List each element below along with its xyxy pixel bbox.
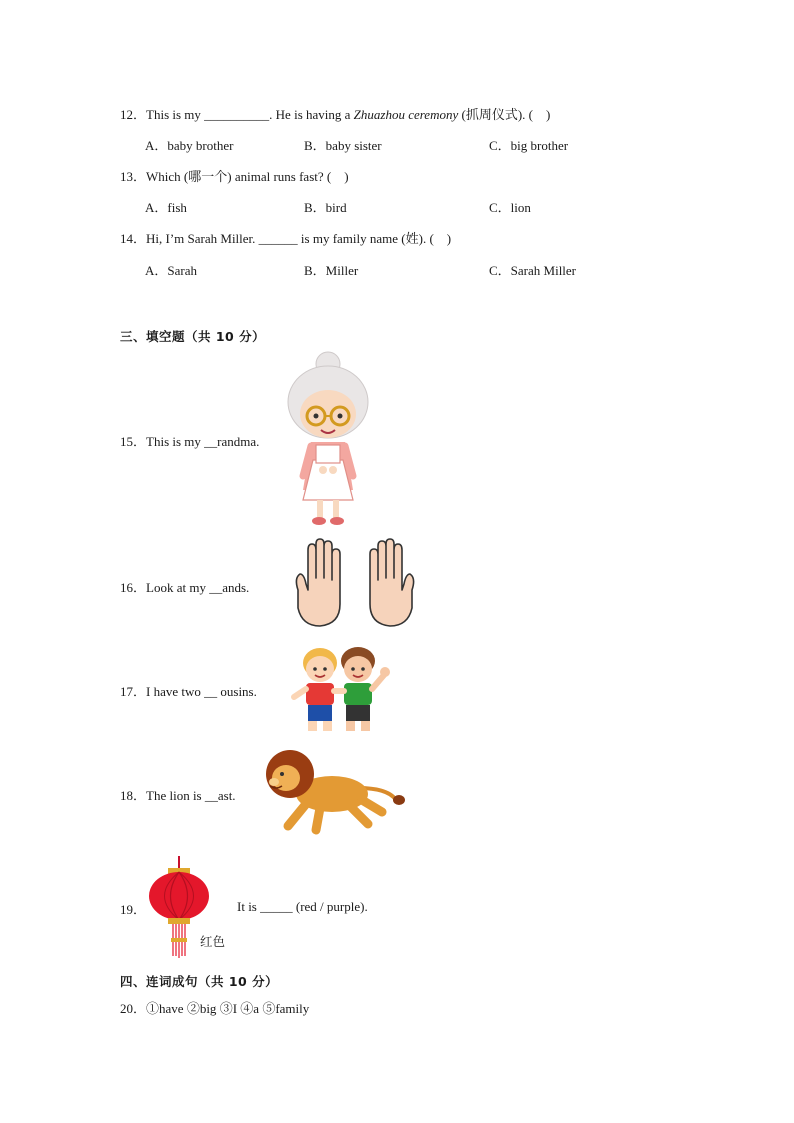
word-1: ①have xyxy=(146,1001,184,1016)
question-12 xyxy=(120,104,550,123)
question-text: This is my xyxy=(146,107,201,122)
option-a[interactable]: A．Sarah xyxy=(145,263,197,278)
question-number: 15． xyxy=(120,434,147,449)
section-heading-3: 三、填空题（共 10 分） xyxy=(120,329,266,344)
question-13 xyxy=(120,166,349,185)
word-2: ②big xyxy=(186,1001,217,1016)
option-a[interactable]: A．baby brother xyxy=(145,138,234,153)
cousins-illustration xyxy=(288,645,394,735)
question-text: Hi, I’m Sarah Miller. ______ is my family name (姓). ( ) xyxy=(146,231,452,246)
question-number: 12． xyxy=(120,107,147,122)
question-14 xyxy=(120,228,451,247)
question-text-end: (抓周仪式). ( ) xyxy=(461,107,551,122)
option-b[interactable]: B．bird xyxy=(304,200,347,215)
question-20 xyxy=(120,998,309,1017)
question-text: The lion is __ast. xyxy=(146,788,236,803)
question-number: 13． xyxy=(120,169,147,184)
option-c[interactable]: C．lion xyxy=(489,200,531,215)
caption-red: 红色 xyxy=(200,934,226,949)
question-18 xyxy=(120,785,236,804)
word-3: ③I xyxy=(219,1001,238,1016)
option-c[interactable]: C．big brother xyxy=(489,138,569,153)
option-c[interactable]: C．Sarah Miller xyxy=(489,263,577,278)
question-text: Which (哪一个) animal runs fast? ( ) xyxy=(146,169,349,184)
question-17 xyxy=(120,681,257,700)
lion-illustration xyxy=(258,748,406,836)
section-heading-4: 四、连词成句（共 10 分） xyxy=(120,974,279,989)
question-number: 18． xyxy=(120,788,147,803)
question-15 xyxy=(120,431,259,450)
option-b[interactable]: B．baby sister xyxy=(304,138,382,153)
question-text-cont: . He is having a xyxy=(269,107,351,122)
hands-illustration xyxy=(290,538,420,634)
question-19-number: 19． xyxy=(120,902,147,917)
question-number: 17． xyxy=(120,684,147,699)
question-16 xyxy=(120,577,249,596)
question-number: 20． xyxy=(120,1001,147,1016)
word-5: ⑤family xyxy=(262,1001,310,1016)
word-4: ④a xyxy=(240,1001,260,1016)
question-text: Look at my __ands. xyxy=(146,580,250,595)
option-b[interactable]: B．Miller xyxy=(304,263,359,278)
question-number: 16． xyxy=(120,580,147,595)
answer-blank: __________ xyxy=(204,107,270,122)
italic-term: Zhuazhou ceremony xyxy=(353,107,459,122)
grandma-illustration xyxy=(283,350,373,528)
question-text: This is my __randma. xyxy=(146,434,260,449)
question-text: I have two __ ousins. xyxy=(146,684,257,699)
option-a[interactable]: A．fish xyxy=(145,200,187,215)
question-number: 14． xyxy=(120,231,147,246)
question-19-text: It is _____ (red / purple). xyxy=(237,899,368,914)
